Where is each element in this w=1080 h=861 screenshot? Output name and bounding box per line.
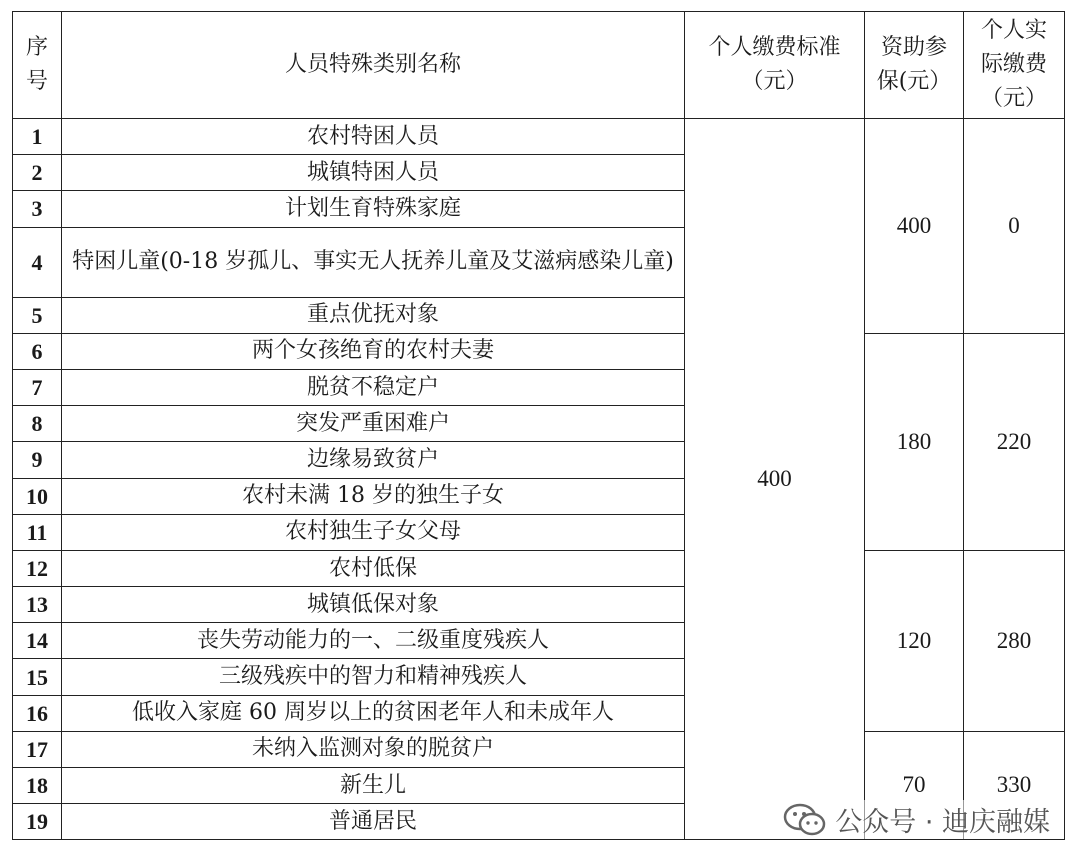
row-number: 16 — [13, 695, 62, 731]
header-row — [13, 12, 1065, 119]
row-number: 2 — [13, 155, 62, 191]
category-name: 农村低保 — [62, 550, 685, 586]
row-number: 3 — [13, 191, 62, 227]
category-name: 边缘易致贫户 — [62, 442, 685, 478]
category-name: 农村特困人员 — [62, 119, 685, 155]
row-number: 11 — [13, 514, 62, 550]
header-name: 人员特殊类别名称 — [62, 12, 685, 119]
row-number: 8 — [13, 406, 62, 442]
watermark-text: 公众号 · 迪庆融媒 — [835, 807, 1050, 838]
row-number: 5 — [13, 297, 62, 333]
row-number: 1 — [13, 119, 62, 155]
row-number: 9 — [13, 442, 62, 478]
category-name: 脱贫不稳定户 — [62, 369, 685, 405]
category-name: 突发严重困难户 — [62, 406, 685, 442]
actual-value: 330 — [964, 731, 1065, 840]
actual-value: 280 — [964, 550, 1065, 731]
category-name: 三级残疾中的智力和精神残疾人 — [62, 659, 685, 695]
row-number: 17 — [13, 731, 62, 767]
category-name: 低收入家庭 60 周岁以上的贫困老年人和未成年人 — [62, 695, 685, 731]
row-number: 15 — [13, 659, 62, 695]
row-number: 6 — [13, 333, 62, 369]
category-name: 农村未满 18 岁的独生子女 — [62, 478, 685, 514]
header-actual: 个人实 际缴费 （元） — [964, 12, 1065, 119]
row-number: 14 — [13, 623, 62, 659]
actual-value: 0 — [964, 119, 1065, 334]
subsidy-value: 180 — [865, 333, 964, 550]
row-number: 18 — [13, 768, 62, 804]
row-number: 10 — [13, 478, 62, 514]
header-no: 序号 — [13, 12, 62, 119]
table-row — [13, 119, 1065, 155]
actual-value: 220 — [964, 333, 1065, 550]
subsidy-table — [12, 11, 1065, 840]
header-subsidy: 资助参 保(元） — [865, 12, 964, 119]
category-name: 普通居民 — [62, 804, 685, 840]
category-name: 新生儿 — [62, 768, 685, 804]
table-row — [13, 731, 1065, 767]
category-name: 特困儿童(0-18 岁孤儿、事实无人抚养儿童及艾滋病感染儿童) — [62, 227, 685, 297]
wechat-icon — [783, 802, 827, 838]
table-row — [13, 333, 1065, 369]
category-name: 未纳入监测对象的脱贫户 — [62, 731, 685, 767]
subsidy-value: 400 — [865, 119, 964, 334]
category-name: 两个女孩绝育的农村夫妻 — [62, 333, 685, 369]
header-standard: 个人缴费标准 （元） — [685, 12, 865, 119]
standard-value: 400 — [685, 119, 865, 840]
subsidy-value: 70 — [865, 731, 964, 840]
row-number: 19 — [13, 804, 62, 840]
category-name: 农村独生子女父母 — [62, 514, 685, 550]
category-name: 城镇低保对象 — [62, 587, 685, 623]
subsidy-value: 120 — [865, 550, 964, 731]
row-number: 4 — [13, 227, 62, 297]
table-row — [13, 550, 1065, 586]
category-name: 丧失劳动能力的一、二级重度残疾人 — [62, 623, 685, 659]
category-name: 城镇特困人员 — [62, 155, 685, 191]
row-number: 13 — [13, 587, 62, 623]
row-number: 12 — [13, 550, 62, 586]
row-number: 7 — [13, 369, 62, 405]
watermark — [783, 800, 1050, 839]
category-name: 重点优抚对象 — [62, 297, 685, 333]
category-name: 计划生育特殊家庭 — [62, 191, 685, 227]
